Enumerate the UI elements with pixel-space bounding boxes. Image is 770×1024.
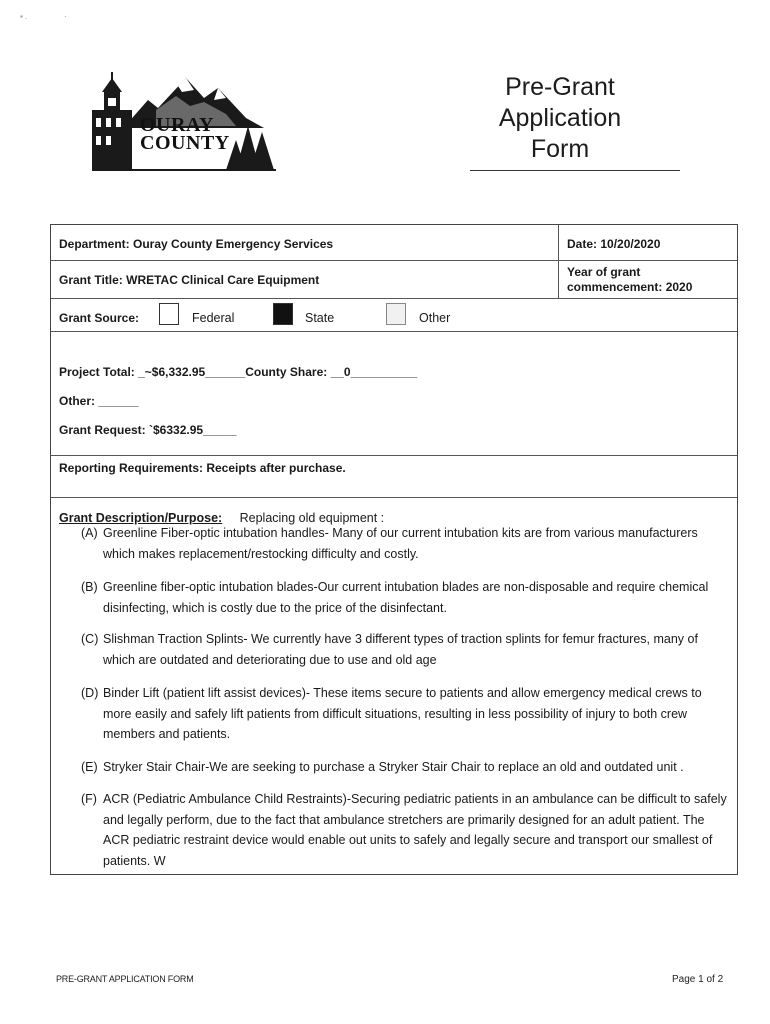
item-letter: (A) (81, 526, 98, 540)
description-item-d (81, 683, 731, 745)
row-divider (51, 260, 737, 261)
description-item-c (81, 629, 731, 670)
title-underline (470, 170, 680, 171)
item-text: ACR (Pediatric Ambulance Child Restraints)-Securing pediatric patients in an ambulance can be difficult to safely and legally perform, due to the fact that ambulance stretchers are primarily designed for an adult patient. The ACR pediatric restraint device would enable out units to safely and legally secure and transport our smallest of patients. W (103, 792, 727, 868)
item-letter: (E) (81, 760, 98, 774)
title-line-2: Application (498, 104, 622, 132)
item-letter: (B) (81, 580, 98, 594)
logo-line-1: OURAY (140, 114, 214, 136)
project-total-field: Project Total: _~$6,332.95______County Share: __0__________ (59, 365, 418, 379)
year-of-grant-field (567, 265, 692, 295)
state-label: State (305, 311, 335, 325)
reporting-requirements-field: Reporting Requirements: Receipts after purchase. (59, 461, 346, 475)
description-label: Grant Description/Purpose: (59, 511, 223, 525)
scan-artifact: · (64, 12, 67, 21)
row-divider (51, 497, 737, 498)
item-text: Greenline Fiber-optic intubation handles- Many of our current intubation kits are from various manufacturers which makes replacement/restocking difficulty and costly. (103, 526, 698, 561)
column-divider (558, 225, 559, 298)
footer-page-number: Page 1 of 2 (672, 974, 724, 985)
row-divider (51, 298, 737, 299)
year-label-1: Year of grant (567, 265, 641, 279)
item-letter: (D) (81, 686, 99, 700)
grant-source-label: Grant Source: (59, 311, 140, 325)
date-field: Date: 10/20/2020 (567, 237, 661, 251)
row-divider (51, 331, 737, 332)
logo-line-2: COUNTY (140, 132, 230, 154)
grant-request-field: Grant Request: `$6332.95_____ (59, 423, 237, 437)
row-divider (51, 455, 737, 456)
state-checkbox[interactable] (273, 303, 293, 325)
footer-form-name: PRE-GRANT APPLICATION FORM (56, 974, 194, 984)
page-title (480, 72, 640, 165)
application-form (50, 224, 738, 875)
item-text: Binder Lift (patient lift assist devices)- These items secure to patients and allow emergency medical crews to more easily and safely lift patients from difficult situations, resulting in less possibility of injury to both crew members and patients. (103, 686, 702, 741)
item-letter: (F) (81, 792, 97, 806)
item-letter: (C) (81, 632, 99, 646)
other-amount-field: Other: ______ (59, 394, 139, 408)
other-checkbox[interactable] (386, 303, 406, 325)
federal-label: Federal (192, 311, 235, 325)
description-item-e (81, 757, 731, 778)
grant-title-field: Grant Title: WRETAC Clinical Care Equipment (59, 273, 320, 287)
scan-artifact: ▪ . (20, 12, 28, 21)
ouray-county-logo (86, 70, 282, 178)
logo-text (140, 116, 230, 152)
other-label: Other (419, 311, 451, 325)
description-item-b (81, 577, 731, 618)
year-label-2: commencement: 2020 (567, 280, 693, 294)
department-field: Department: Ouray County Emergency Services (59, 237, 334, 251)
description-item-a (81, 523, 731, 564)
title-line-1: Pre-Grant (505, 73, 615, 101)
title-line-3: Form (530, 135, 590, 163)
item-text: Slishman Traction Splints- We currently have 3 different types of traction splints for femur fractures, many of which are outdated and deteriorating due to use and old age (103, 632, 698, 667)
description-item-f (81, 789, 731, 871)
federal-checkbox[interactable] (159, 303, 179, 325)
item-text: Stryker Stair Chair-We are seeking to purchase a Stryker Stair Chair to replace an old and outdated unit . (103, 760, 684, 774)
description-intro: Replacing old equipment : (239, 511, 385, 525)
item-text: Greenline fiber-optic intubation blades-Our current intubation blades are non-disposable and require chemical disinfecting, which is costly due to the price of the disinfectant. (103, 580, 709, 615)
